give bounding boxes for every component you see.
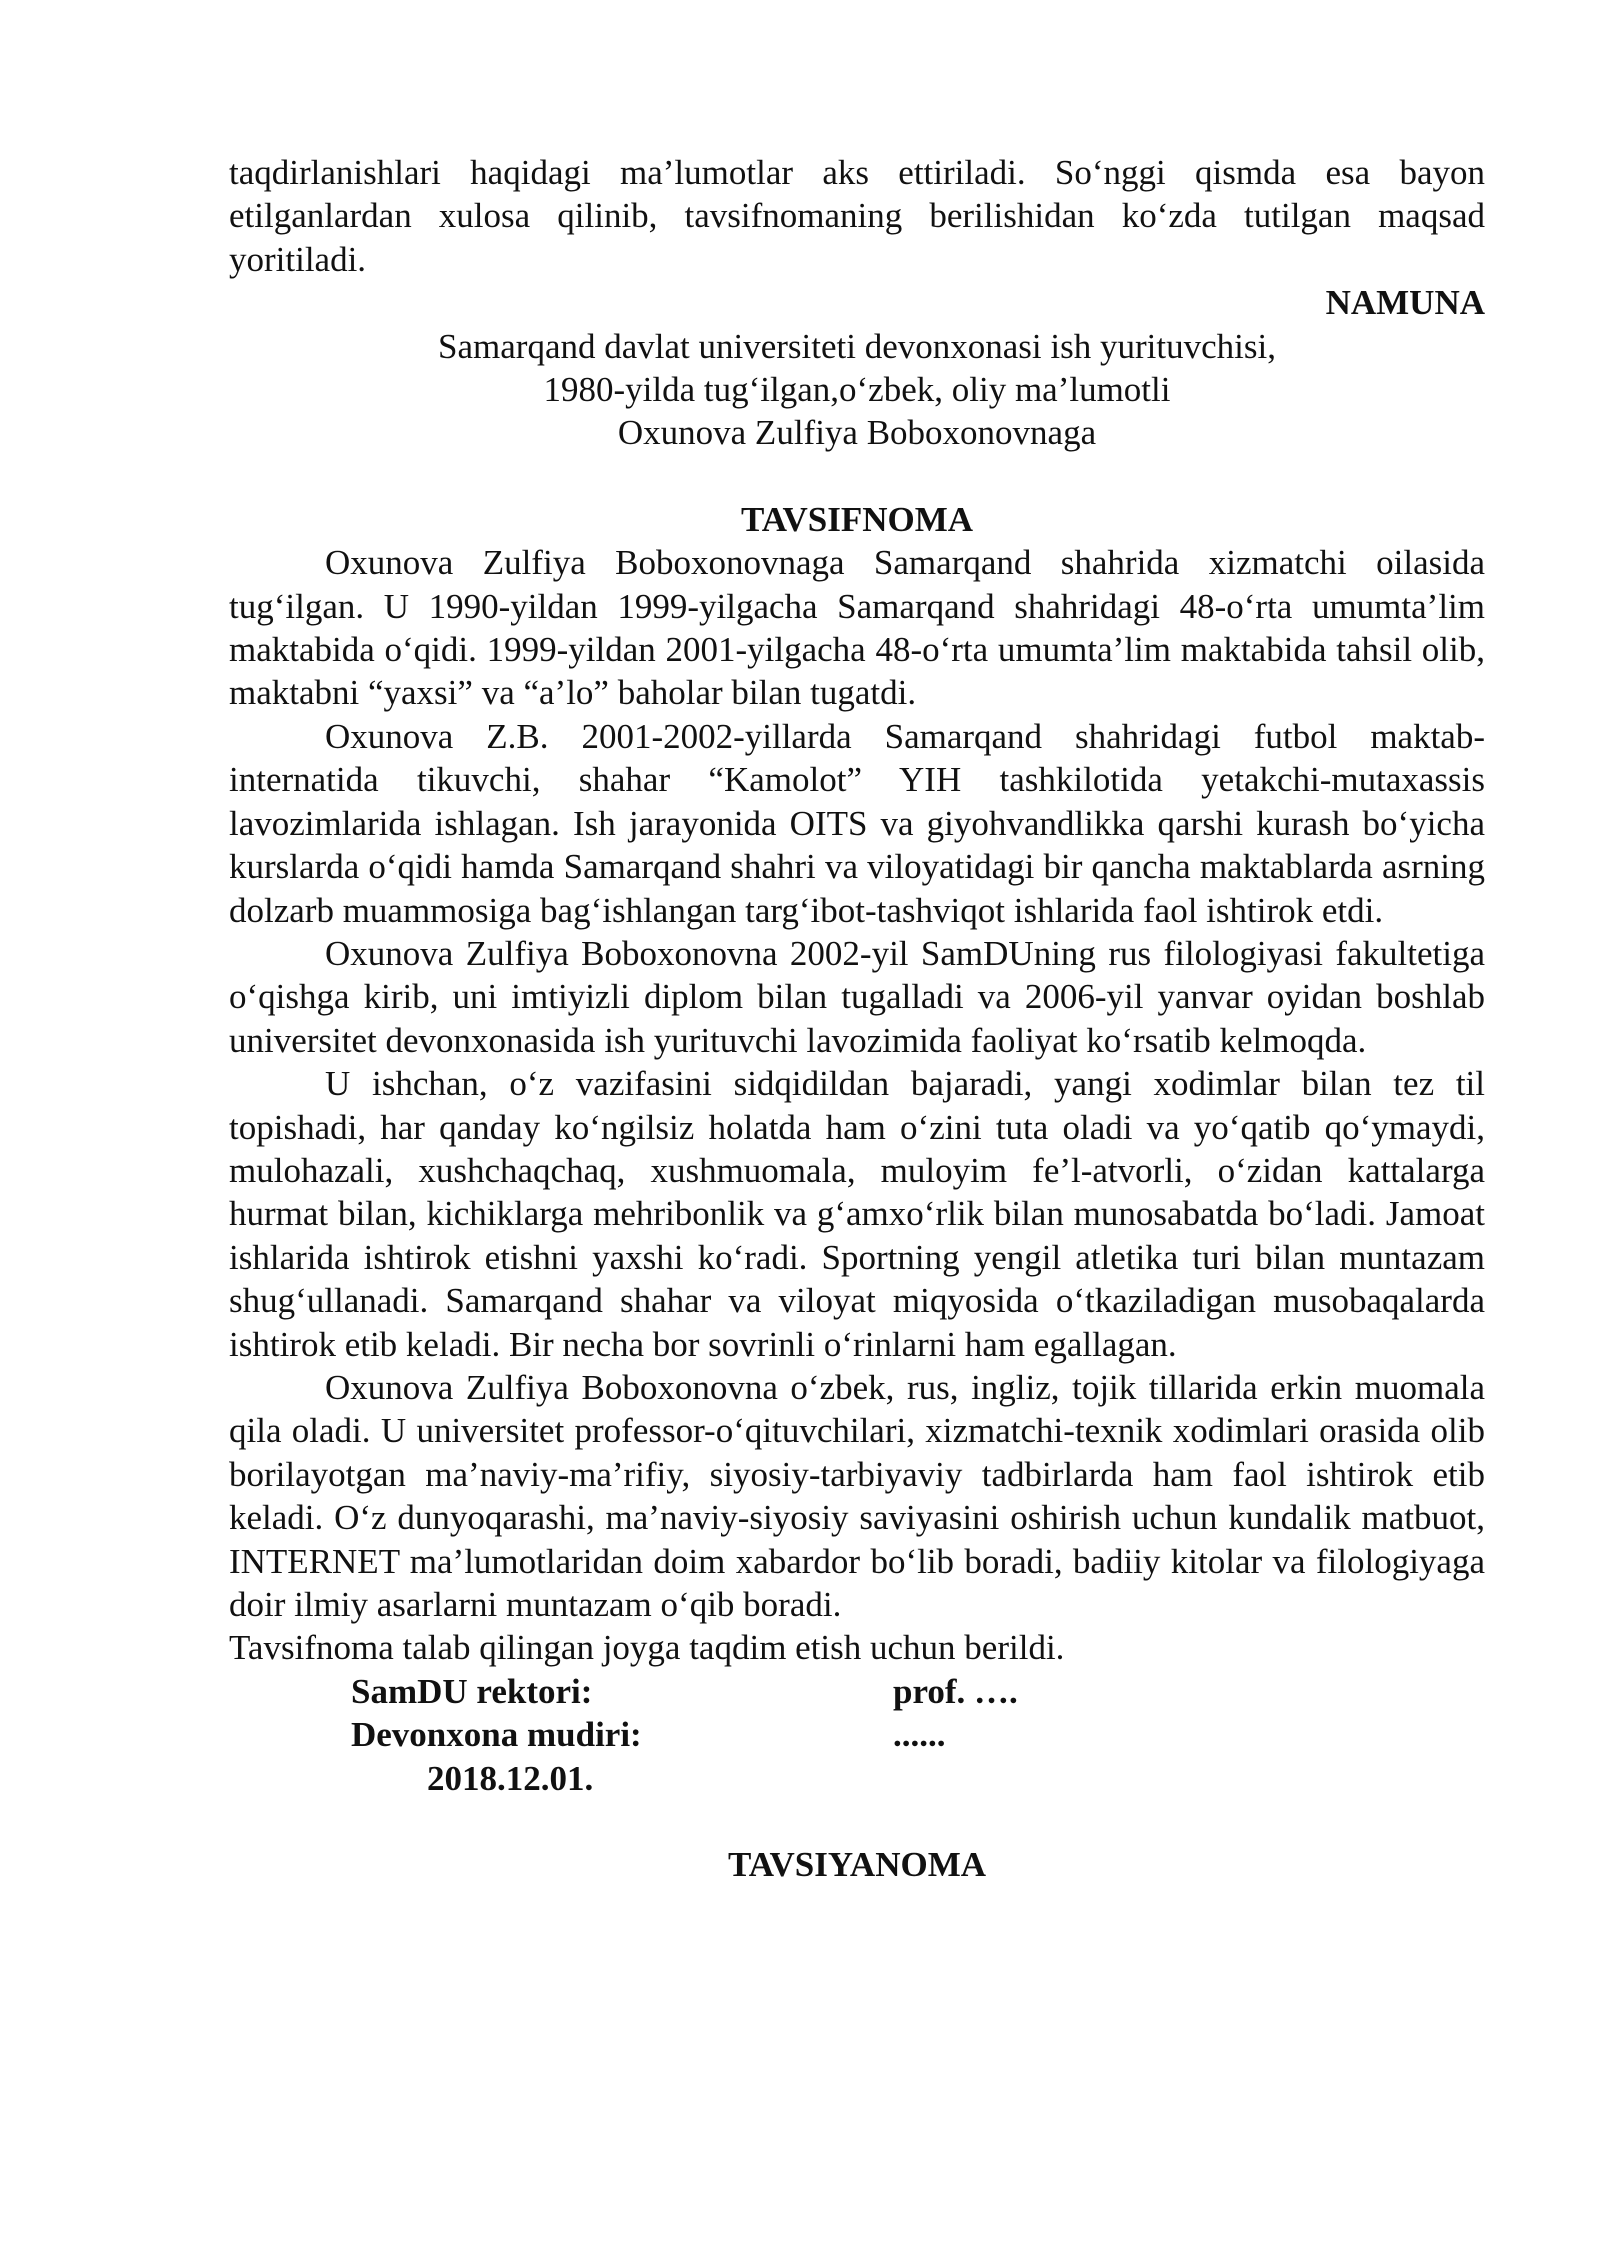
- document-title: TAVSIFNOMA: [740, 499, 974, 539]
- sample-label: NAMUNA: [1325, 283, 1485, 323]
- body-paragraph-4: U ishchan, o‘z vazifasini sidqidildan bajaradi, yangi xodimlar bilan tez til topishadi, har qanday ko‘ngilsiz holatda ham o‘zini tuta oladi va yo‘qatib qo‘ymaydi, mulohazali, xushchaqchaq, xushmuomala, muloyim fe’l-atvorli, o‘zidan kattalarga hurmat bilan, kichiklarga mehribonlik va g‘amxo‘rlik bilan munosabatda bo‘ladi. Jamoat ishlarida ishtirok etishni yaxshi ko‘radi. Sportning yengil atletika turi bilan muntazam shug‘ullanadi. Samarqand shahar va viloyat miqyosida o‘tkaziladigan musobaqalarda ishtirok etib keladi. Bir necha bor sovrinli o‘rinlarni ham egallagan.: [229, 1064, 1485, 1364]
- head-label: Devonxona mudiri:: [351, 1715, 642, 1755]
- signature-date: 2018.12.01.: [427, 1758, 594, 1798]
- spacer: [229, 455, 1485, 498]
- next-section-title: TAVSIYANOMA: [727, 1845, 987, 1884]
- intro-paragraph: taqdirlanishlari haqidagi ma’lumotlar aks ettiriladi. So‘nggi qismda esa bayon etilganlardan xulosa qilinib, tavsifnomaning berilishidan ko‘zda tutilgan maqsad yoritiladi.: [229, 153, 1485, 279]
- body-paragraph-5: Oxunova Zulfiya Boboxonovna o‘zbek, rus, ingliz, tojik tillarida erkin muomala qila oladi. U universitet professor-o‘qituvchilari, xizmatchi-texnik xodimlari orasida olib borilayotgan ma’naviy-ma’rifiy, siyosiy-tarbiyaviy tadbirlarda ham faol ishtirok etib keladi. O‘z dunyoqarashi, ma’naviy-siyosiy saviyasini oshirish uchun kundalik matbuot, INTERNET ma’lumotlaridan doim xabardor bo‘lib boradi, badiiy kitolar va filologiyaga doir ilmiy asarlarni muntazam o‘qib boradi.: [229, 1367, 1485, 1624]
- addressee-line-3: Oxunova Zulfiya Boboxonovnaga: [617, 413, 1097, 453]
- body-paragraph-3: Oxunova Zulfiya Boboxonovna 2002-yil SamDUning rus filologiyasi fakultetiga o‘qishga kirib, uni imtiyizli diplom bilan tugalladi va 2006-yil yanvar oyidan boshlab universitet devonxonasida ish yurituvchi lavozimida faoliyat ko‘rsatib kelmoqda.: [229, 933, 1485, 1060]
- body-paragraph-2: Oxunova Z.B. 2001-2002-yillarda Samarqand shahridagi futbol maktab-internatida tikuvchi, shahar “Kamolot” YIH tashkilotida yetakchi-mutaxassis lavozimlarida ishlagan. Ish jarayonida OITS va giyohvandlikka qarshi kurash bo‘yicha kurslarda o‘qidi hamda Samarqand shahri va viloyatidagi bir qancha maktablarda asrning dolzarb muammosiga bag‘ishlangan targ‘ibot-tashviqot ishlarida faol ishtirok etdi.: [229, 716, 1485, 930]
- document-page: [229, 151, 1485, 1886]
- addressee-block: [229, 325, 1485, 455]
- rector-value: prof. ….: [893, 1671, 1018, 1711]
- spacer: [229, 1800, 1485, 1843]
- closing-line: Tavsifnoma talab qilingan joyga taqdim etish uchun berildi.: [229, 1628, 1065, 1668]
- body-paragraph-1: Oxunova Zulfiya Boboxonovnaga Samarqand shahrida xizmatchi oilasida tug‘ilgan. U 1990-yildan 1999-yilgacha Samarqand shahridagi 48-o‘rta umumta’lim maktabida o‘qidi. 1999-yildan 2001-yilgacha 48-o‘rta umumta’lim maktabida tahsil olib, maktabni “yaxsi” va “a’lo” baholar bilan tugatdi.: [229, 543, 1485, 713]
- addressee-line-2: 1980-yilda tug‘ilgan,o‘zbek, oliy ma’lumotli: [543, 370, 1171, 410]
- head-signature-row: [229, 1713, 1485, 1756]
- rector-label: SamDU rektori:: [351, 1671, 593, 1711]
- head-value: ......: [893, 1715, 946, 1755]
- rector-signature-row: [229, 1670, 1485, 1713]
- addressee-line-1: Samarqand davlat universiteti devonxonasi ish yurituvchisi,: [438, 326, 1276, 366]
